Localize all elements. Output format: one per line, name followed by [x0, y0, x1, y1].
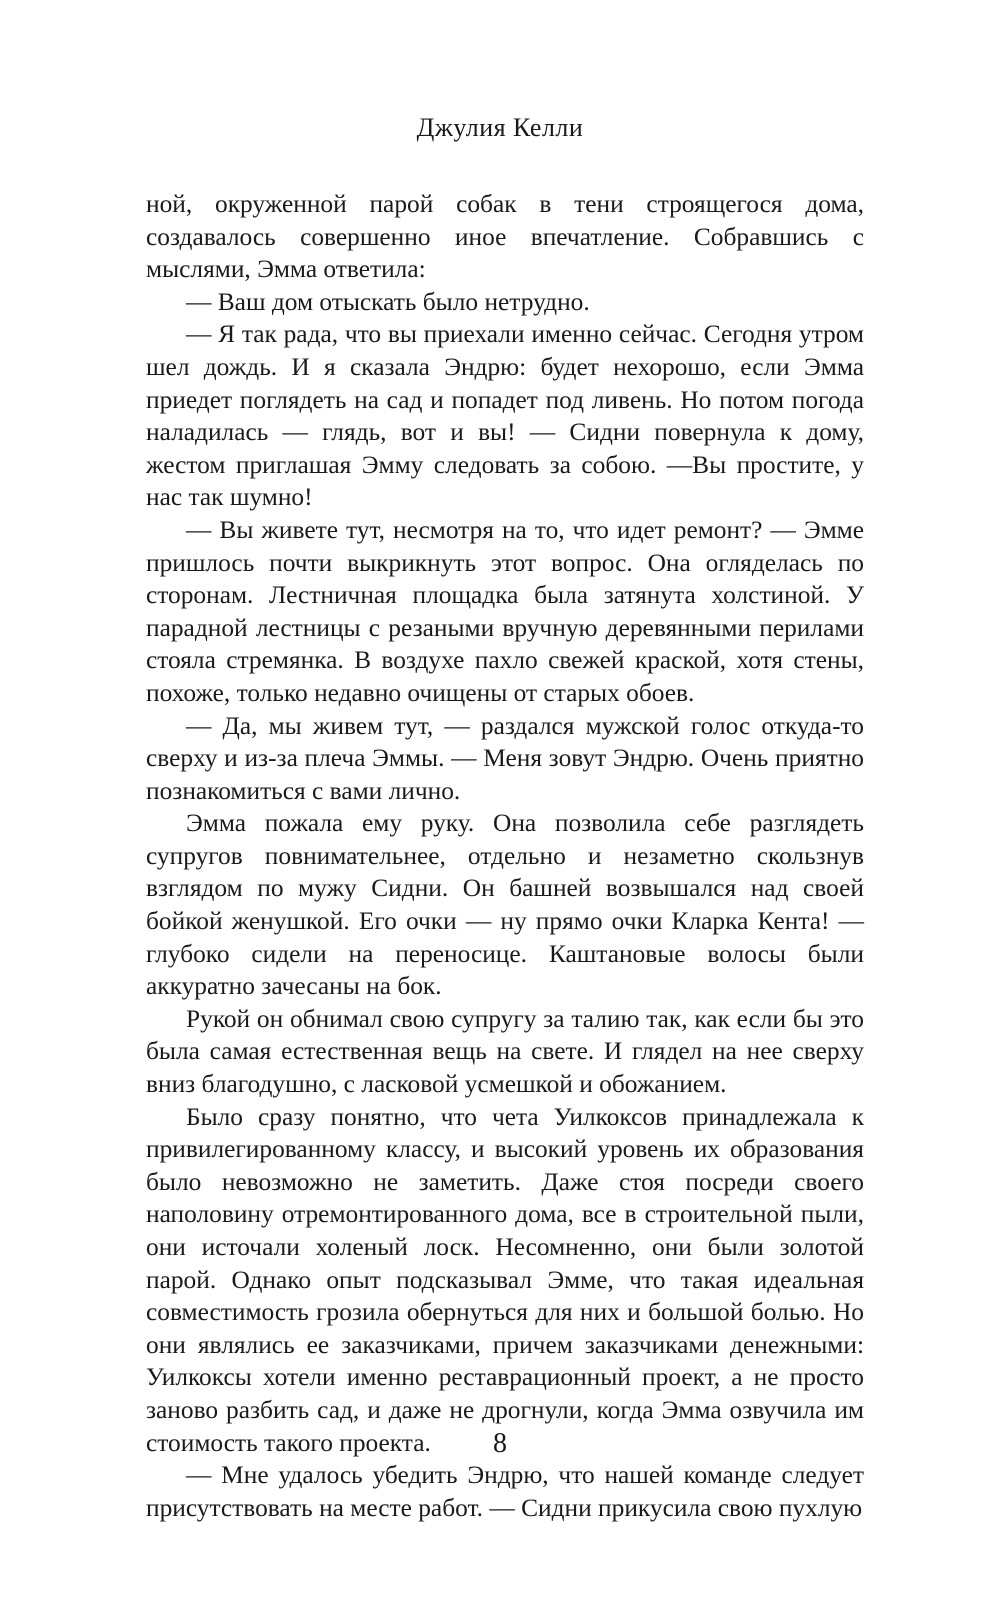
- paragraph: — Да, мы живем тут, — раздался мужской голос откуда-то сверху и из-за плеча Эммы. — Меня зовут Эндрю. Очень приятно познакомиться с вами лично.: [146, 711, 864, 805]
- running-head-author: Джулия Келли: [416, 113, 584, 142]
- paragraph: Рукой он обнимал свою супругу за талию так, как если бы это была самая естественная вещь на свете. И глядел на нее сверху вниз благодушно, с ласковой усмешкой и обожанием.: [146, 1004, 864, 1099]
- paragraph: ной, окруженной парой собак в тени строящегося дома, создавалось совершенно иное впечатление. Собравшись с мыслями, Эмма ответила:: [146, 190, 864, 284]
- paragraph: — Мне удалось убедить Эндрю, что нашей команде следует присутствовать на месте работ. — Сидни прикусила свою пухлую: [146, 1461, 864, 1522]
- paragraph: — Я так рада, что вы приехали именно сейчас. Сегодня утром шел дождь. И я сказала Эндрю: будет нехорошо, если Эмма приедет поглядеть на сад и попадет под ливень. Но потом погода наладилась — глядь, вот и вы! — Сидни повернула к дому, жестом приглашая Эмму следовать за собою. —Вы простите, у нас так шумно!: [146, 320, 864, 512]
- paragraph: — Ваш дом отыскать было нетрудно.: [186, 287, 590, 316]
- main-text: [146, 188, 864, 1524]
- page-number: 8: [493, 1428, 507, 1459]
- paragraph: Было сразу понятно, что чета Уилкоксов принадлежала к привилегированному классу, и высокий уровень их образования было невозможно не заметить. Даже стоя посреди своего наполовину отремонтированного дома, все в строительной пыли, они источали холеный лоск. Несомненно, они были золотой парой. Однако опыт подсказывал Эмме, что такая идеальная совместимость грозила обернуться для них и большой болью. Но они являлись ее заказчиками, причем заказчиками денежными: Уилкоксы хотели именно реставрационный проект, а не просто заново разбить сад, и даже не дрогнули, когда Эмма озвучила им стоимость такого проекта.: [146, 1102, 864, 1457]
- paragraph: Эмма пожала ему руку. Она позволила себе разглядеть супругов повнимательнее, отдельно и незаметно скользнув взглядом по мужу Сидни. Он башней возвышался над своей бойкой женушкой. Его очки — ну прямо очки Кларка Кента! — глубоко сидели на переносице. Каштановые волосы были аккуратно зачесаны на бок.: [146, 809, 864, 1001]
- paragraph: — Вы живете тут, несмотря на то, что идет ремонт? — Эмме пришлось почти выкрикнуть этот вопрос. Она огляделась по сторонам. Лестничная площадка была затянута холстиной. У парадной лестницы с резаными вручную деревянными перилами стояла стремянка. В воздухе пахло свежей краской, хотя стены, похоже, только недавно очищены от старых обоев.: [146, 515, 864, 707]
